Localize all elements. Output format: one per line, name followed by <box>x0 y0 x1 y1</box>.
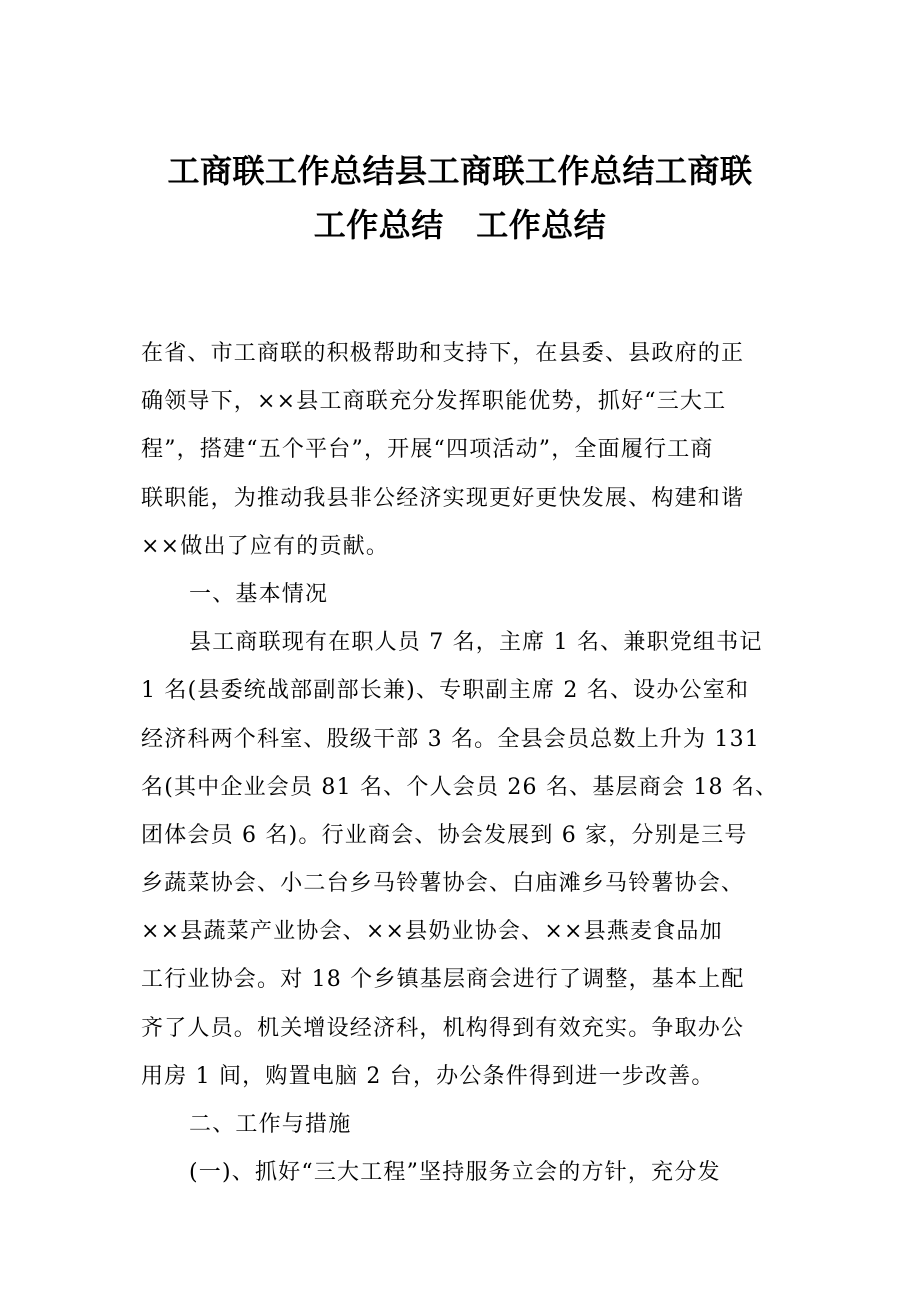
document-body <box>141 330 801 1197</box>
body-line: 程”，搭建“五个平台”，开展“四项活动”，全面履行工商 <box>141 437 714 463</box>
body-line: 1 名(县委统战部副部长兼)、专职副主席 2 名、设办公室和 <box>141 678 750 704</box>
body-line: 一、基本情况 <box>189 581 329 607</box>
body-line: 乡蔬菜协会、小二台乡马铃薯协会、白庙滩乡马铃薯协会、 <box>141 871 745 897</box>
body-line: 经济科两个科室、股级干部 3 名。全县会员总数上升为 131 <box>141 726 760 752</box>
title-line-1: 工商联工作总结县工商联工作总结工商联 <box>167 152 753 190</box>
body-line: 联职能，为推动我县非公经济实现更好更快发展、构建和谐 <box>141 485 745 511</box>
body-line: 确领导下，××县工商联充分发挥职能优势，抓好“三大工 <box>141 389 727 415</box>
body-line: 用房 1 间，购置电脑 2 台，办公条件得到进一步改善。 <box>141 1063 715 1089</box>
body-line: (一)、抓好“三大工程”坚持服务立会的方针，充分发 <box>189 1160 721 1186</box>
title-line-2: 工作总结 工作总结 <box>313 206 607 244</box>
body-line: 二、工作与措施 <box>189 1112 352 1137</box>
body-line: ××县蔬菜产业协会、××县奶业协会、××县燕麦食品加 <box>141 919 723 945</box>
body-line: 县工商联现有在职人员 7 名，主席 1 名、兼职党组书记 <box>189 630 763 656</box>
body-line: 名(其中企业会员 81 名、个人会员 26 名、基层商会 18 名、 <box>141 774 779 800</box>
body-line: 在省、市工商联的积极帮助和支持下，在县委、县政府的正 <box>141 341 745 366</box>
body-line: 工行业协会。对 18 个乡镇基层商会进行了调整，基本上配 <box>141 967 745 993</box>
body-line: 团体会员 6 名)。行业商会、协会发展到 6 家，分别是三号 <box>141 822 748 848</box>
document-title <box>100 144 820 252</box>
body-line: 齐了人员。机关增设经济科，机构得到有效充实。争取办公 <box>141 1015 745 1041</box>
body-line: ××做出了应有的贡献。 <box>141 533 390 559</box>
